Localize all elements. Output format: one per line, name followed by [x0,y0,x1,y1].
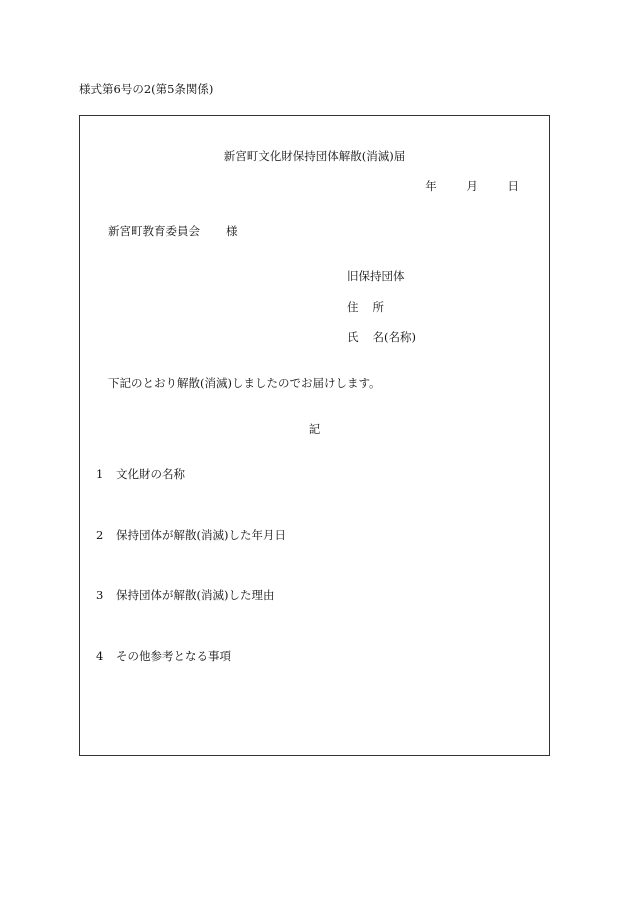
address-label-1: 住 [347,300,359,314]
item-text: 文化財の名称 [116,467,185,481]
addressee [108,223,238,239]
form-number: 様式第6号の2(第5条関係) [79,82,214,96]
former-group-label: 旧保持団体 [347,269,405,283]
item-3 [96,587,274,603]
name-label-1: 氏 [347,330,359,344]
item-4 [96,648,231,664]
addressee-name: 新宮町教育委員会 [108,224,200,238]
item-number: 3 [96,588,104,602]
date-day-label: 日 [507,179,519,193]
name-label-2: 名(名称) [372,330,416,344]
address-label-2: 所 [372,300,384,314]
name-label [347,329,416,345]
item-text: 保持団体が解散(消滅)した理由 [116,588,275,602]
item-2 [96,527,286,543]
ki-heading: 記 [308,422,321,436]
form-title: 新宮町文化財保持団体解散(消滅)届 [223,149,406,163]
date-year-label: 年 [425,179,437,193]
addressee-honorific: 様 [226,224,238,238]
date-month-label: 月 [466,179,478,193]
item-text: その他参考となる事項 [116,649,231,663]
address-label [347,299,384,315]
form-frame [79,115,550,756]
item-1 [96,466,185,482]
statement-text: 下記のとおり解散(消滅)しましたのでお届けします。 [108,376,381,390]
item-text: 保持団体が解散(消滅)した年月日 [116,528,286,542]
date-line [425,178,519,194]
item-number: 4 [96,649,104,663]
item-number: 1 [96,467,104,481]
item-number: 2 [96,528,104,542]
